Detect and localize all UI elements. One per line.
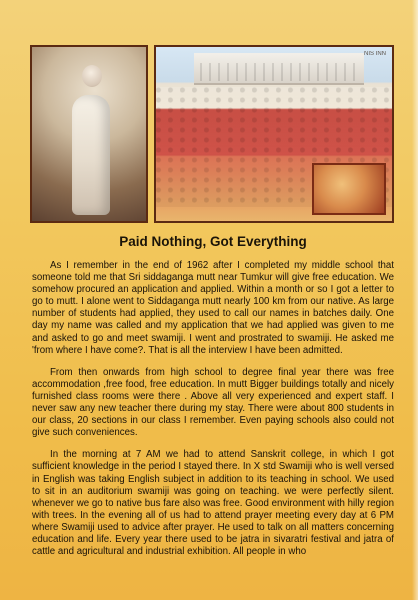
photo-right: [154, 45, 394, 223]
article-paragraph-2: From then onwards from high school to degree final year there was free accommodation ,free food, free education. In mutt Bigger buildings totally and nicely furnished class rooms were there . Above all very experienced and expert staff. I never saw any new teacher there during my stay. There were about 800 students in our class, 20 sections in our class I remember. Even paying schools also could not give such conveniences.: [32, 366, 394, 439]
photo-small-tag: NIS INN: [363, 51, 386, 57]
article: [32, 234, 394, 568]
photo-left: [30, 45, 148, 223]
photo-left-figure-body: [72, 95, 110, 215]
building-pillars: [200, 63, 358, 81]
photo-left-figure-head: [82, 65, 102, 87]
photo-inset: [312, 163, 386, 215]
article-paragraph-3: In the morning at 7 AM we had to attend Sanskrit college, in which I got sufficient knowledge in the period I stayed there. In X std Swamiji who is well versed in English was taking English subject in addition to its teaching in school. We used to sit in an auditorium swamiji was going on teaching. we were perfectly silent. whenever we go to native bus fare also was free. Good environment with hilly region with trees. In the evening all of us had to attend prayer meeting every day at 6 PM where Swamiji used to advice after prayer. He used to talk on all matters concerning education and life. Every year there used to be jatra in sivaratri festival and jatra of cattle and agricultural and industrial exhibition. All people in who: [32, 449, 394, 558]
article-title: Paid Nothing, Got Everything: [119, 234, 307, 249]
page-edge-highlight: [412, 0, 418, 600]
article-paragraph-1: As I remember in the end of 1962 after I completed my middle school that someone told me that Sri siddaganga mutt near Tumkur will give free education. We somehow procured an application and applied. Within a month or so I got a letter to go to mutt. I alone went to Siddaganga mutt nearly 100 km from our native. As large number of students had applied, they used to call our names in batches daily. One day my name was called and my application that we had applied was given to me and asked to go and meet swamiji. I went and prostrated to swamiji. He asked me 'from where I have come?. That is all the interview I have been admitted.: [32, 260, 394, 356]
